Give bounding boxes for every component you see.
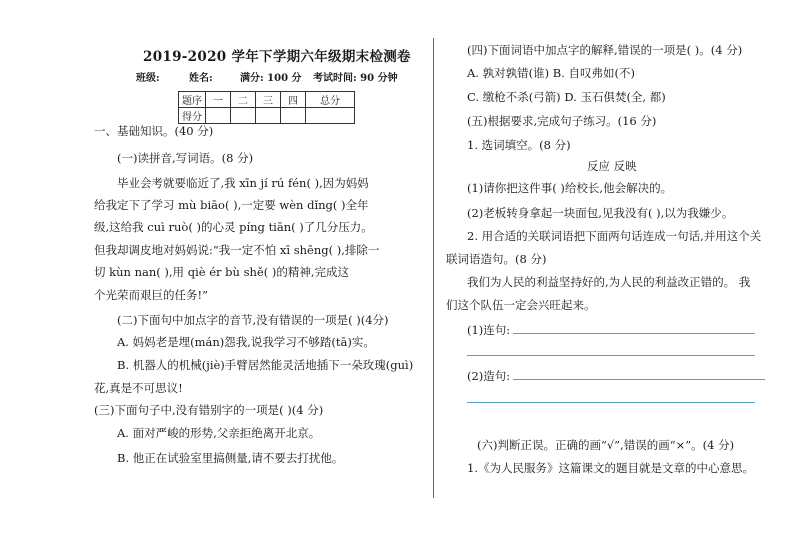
column-divider (433, 38, 434, 498)
question-heading: 联词语造句。(8 分) (446, 252, 547, 266)
name-label: 姓名: (189, 73, 213, 84)
question-text: 们这个队伍一定会兴旺起来。 (446, 298, 596, 312)
question-text: 毕业会考就要临近了,我 xīn jí rú fén( ),因为妈妈 (117, 176, 369, 190)
question-heading: (一)读拼音,写词语。(8 分) (117, 151, 254, 165)
score-table-header-cell: 一 (206, 92, 231, 108)
connect-sentence-label: (1)连句: (467, 323, 511, 337)
question-text: (1)请你把这件事( )给校长,他会解决的。 (467, 181, 673, 195)
question-text: 但我却调皮地对妈妈说:“我一定不怕 xī shēng( ),排除一 (94, 243, 380, 257)
score-cell[interactable] (256, 108, 281, 124)
question-heading: (三)下面句子中,没有错别字的一项是( )(4 分) (94, 403, 324, 417)
answer-option: B. 机器人的机械(jiè)手臂居然能灵活地插下一朵玫瑰(guì) (117, 358, 414, 372)
question-text: 个光荣而艰巨的任务!” (94, 288, 208, 302)
score-table-score-row (179, 108, 355, 124)
question-heading: (四)下面词语中加点字的解释,错误的一项是( )。(4 分) (467, 43, 743, 57)
score-cell[interactable] (231, 108, 256, 124)
question-text: (2)老板转身拿起一块面包,见我没有( ),以为我嫌少。 (467, 206, 734, 220)
score-cell[interactable] (281, 108, 306, 124)
score-table-header-cell: 三 (256, 92, 281, 108)
question-heading: (二)下面句中加点字的音节,没有错误的一项是( )(4分) (117, 313, 389, 327)
question-text: 给我定下了学习 mù biāo( ),一定要 wèn dǐng( )全年 (94, 198, 369, 212)
question-text: 1.《为人民服务》这篇课文的题目就是文章的中心意思。 (467, 461, 754, 475)
connect-sentence-line[interactable] (467, 355, 755, 356)
score-cell[interactable] (306, 108, 355, 124)
question-text: 级,这给我 cuì ruò( )的心灵 píng tiān( )了几分压力。 (94, 220, 373, 234)
answer-option: A. 面对严峻的形势,父亲拒绝离开北京。 (117, 426, 321, 440)
make-sentence-label: (2)造句: (467, 369, 511, 383)
score-table-header-cell: 题序 (179, 92, 206, 108)
full-score: 满分: 100 分 (240, 73, 302, 84)
score-row-label: 得分 (179, 108, 206, 124)
question-heading: 1. 选词填空。(8 分) (467, 138, 571, 152)
exam-time: 考试时间: 90 分钟 (313, 73, 398, 84)
class-label: 班级: (136, 73, 160, 84)
question-text: 我们为人民的利益坚持好的,为人民的利益改正错的。 我 (467, 275, 751, 289)
make-sentence-line[interactable] (467, 402, 755, 403)
section-title: 一、基础知识。(40 分) (94, 124, 214, 138)
question-heading: 2. 用合适的关联词语把下面两句话连成一句话,并用这个关 (467, 229, 762, 243)
word-choices: 反应 反映 (587, 159, 637, 173)
question-heading: (五)根据要求,完成句子练习。(16 分) (467, 114, 657, 128)
answer-option: 花,真是不可思议! (94, 381, 183, 395)
score-cell[interactable] (206, 108, 231, 124)
score-table-header-row (179, 92, 355, 108)
make-sentence-line[interactable] (513, 379, 765, 380)
score-table-header-cell: 总分 (306, 92, 355, 108)
answer-option: C. 缴枪不杀(弓箭) D. 玉石俱焚(全, 都) (467, 90, 666, 104)
score-table (178, 91, 355, 124)
question-text: 切 kùn nan( ),用 qiè ér bù shě( )的精神,完成这 (94, 265, 349, 279)
answer-option: A. 孰对孰错(谁) B. 自叹弗如(不) (467, 66, 635, 80)
answer-option: A. 妈妈老是埋(mán)怨我,说我学习不够踏(tā)实。 (117, 335, 375, 349)
question-heading: (六)判断正误。正确的画“√”,错误的画“×”。(4 分) (477, 438, 735, 452)
page-title: 2019-2020 学年下学期六年级期末检测卷 (143, 49, 411, 65)
score-table-header-cell: 二 (231, 92, 256, 108)
connect-sentence-line[interactable] (513, 333, 755, 334)
answer-option: B. 他正在试验室里搞侧量,请不要去打扰他。 (117, 451, 344, 465)
score-table-header-cell: 四 (281, 92, 306, 108)
